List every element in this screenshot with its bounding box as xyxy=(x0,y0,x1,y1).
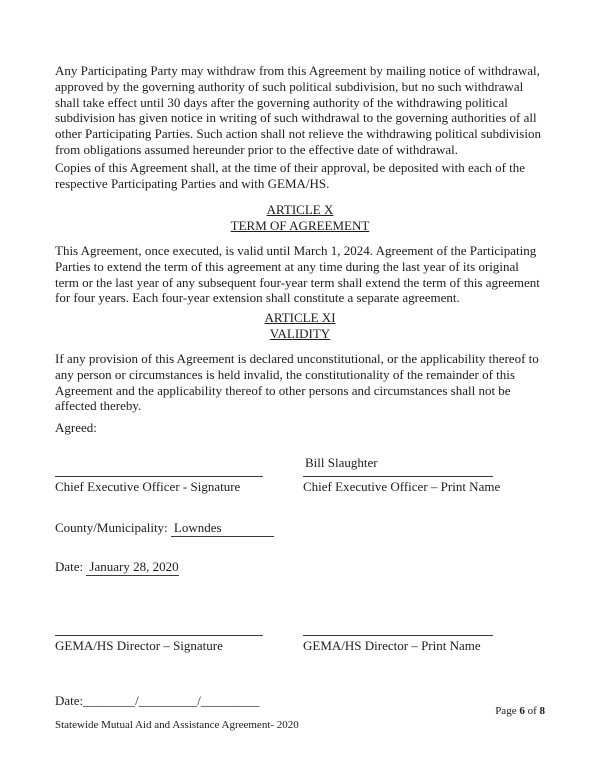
agreed-label: Agreed: xyxy=(55,420,97,435)
gema-printname-column xyxy=(303,635,493,654)
date-label: Date: xyxy=(55,559,84,574)
ceo-printname-column xyxy=(303,455,501,495)
county-row xyxy=(55,520,545,537)
date-row xyxy=(55,559,545,576)
article-x-heading xyxy=(55,202,545,234)
county-value: Lowndes xyxy=(171,520,274,537)
gema-printname-label: GEMA/HS Director – Print Name xyxy=(303,638,481,653)
blank-date-row xyxy=(55,693,545,709)
ceo-signature-label: Chief Executive Officer - Signature xyxy=(55,479,241,494)
paragraph-term: This Agreement, once executed, is valid until March 1, 2024. Agreement of the Participating Parties to extend the term of this agreement at any time during the last year of its original term or the last year of any subsequent four-year term shall extend the term of this agreement for four years. Each four-year extension shall constitute a separate agreement. xyxy=(55,243,540,306)
paragraph-validity: If any provision of this Agreement is declared unconstitutional, or the applicability thereof to any person or circumstances is held invalid, the constitutionality of the remainder of this Agreement and the applicability thereof to other persons and circumstances shall not be affected thereby. xyxy=(55,351,539,414)
ceo-signature-blank xyxy=(55,455,263,476)
paragraph-withdrawal: Any Participating Party may withdraw from this Agreement by mailing notice of withdrawal, approved by the governing authority of such political subdivision, but no such withdrawal shall take effect until 30 days after the governing authority of the withdrawing political subdivision has given notice in writing of such withdrawal to the governing authorities of all other Participating Parties. Such action shall not relieve the withdrawing political subdivision from obligations assumed hereunder prior to the effective date of withdrawal. xyxy=(55,63,541,157)
article-x-subtitle: TERM OF AGREEMENT xyxy=(230,217,370,233)
article-x-title: ARTICLE X xyxy=(266,202,334,217)
blank-date-fill: ________/_________/_________ xyxy=(83,693,260,708)
ceo-printname-label: Chief Executive Officer – Print Name xyxy=(303,479,501,494)
article-xi-heading xyxy=(55,310,545,342)
page-number-prefix: Page xyxy=(495,705,517,717)
page-number-of: of xyxy=(527,705,537,717)
gema-signature-label: GEMA/HS Director – Signature xyxy=(55,638,223,653)
blank-date-label: Date: xyxy=(55,693,84,708)
date-value: January 28, 2020 xyxy=(86,559,178,576)
signature-block-gema xyxy=(55,635,545,654)
county-label: County/Municipality: xyxy=(55,520,168,535)
gema-signature-column xyxy=(55,635,263,654)
page-number-current: 6 xyxy=(519,705,525,717)
ceo-signature-column xyxy=(55,455,263,495)
signature-block-ceo xyxy=(55,455,545,495)
page-number-total: 8 xyxy=(539,705,545,717)
article-xi-title: ARTICLE XI xyxy=(264,310,336,325)
ceo-printed-name: Bill Slaughter xyxy=(305,455,378,470)
footer-document-title: Statewide Mutual Aid and Assistance Agreement- 2020 xyxy=(55,719,299,731)
paragraph-copies: Copies of this Agreement shall, at the time of their approval, be deposited with each of the respective Participating Parties and with GEMA/HS. xyxy=(55,160,526,191)
article-xi-subtitle: VALIDITY xyxy=(269,325,331,341)
page-number xyxy=(495,705,545,718)
